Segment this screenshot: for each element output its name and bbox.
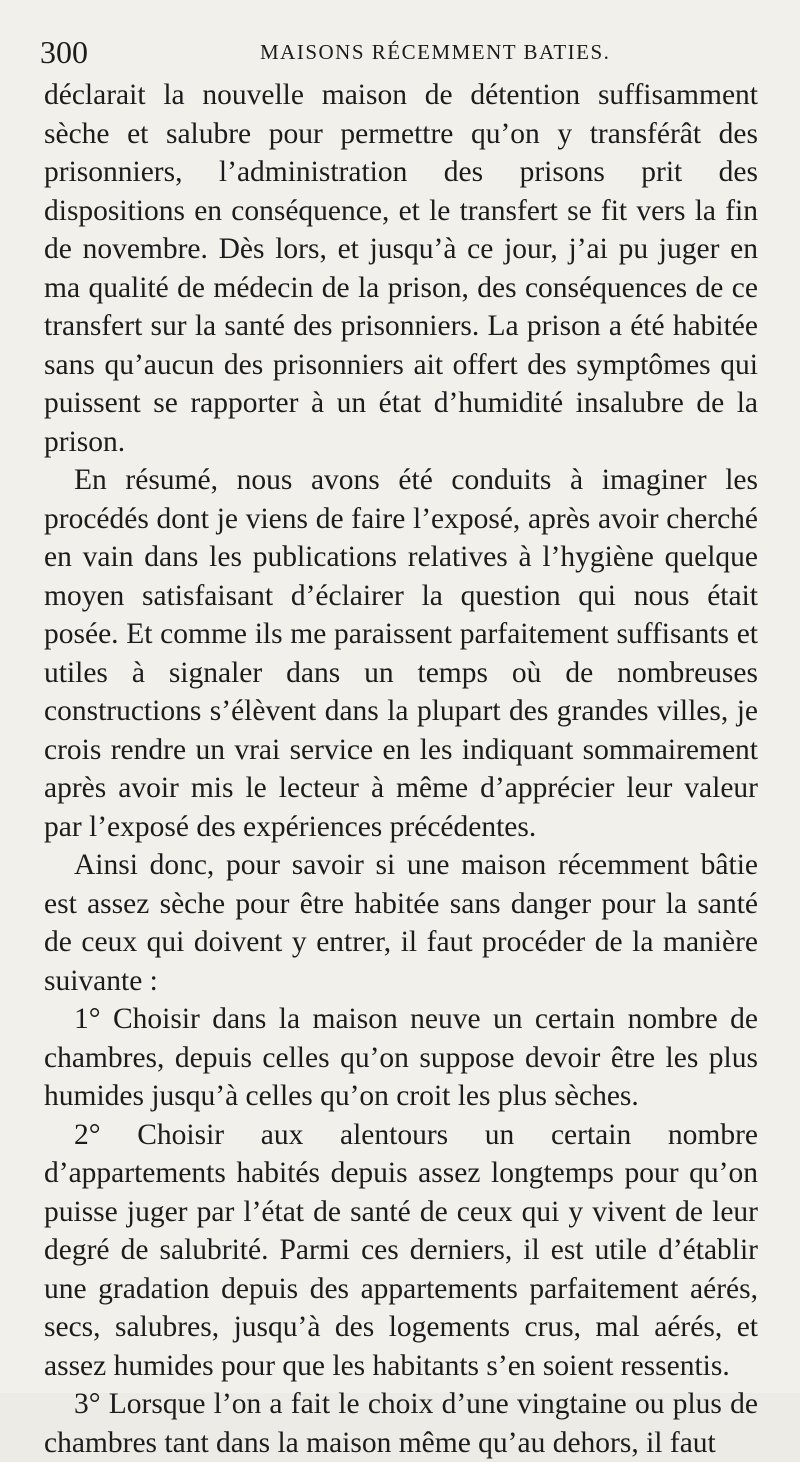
paragraph-step-1: 1° Choisir dans la maison neuve un certain nombre de chambres, depuis celles qu’on suppose devoir être les plus humides jusqu’à celles qu’on croit les plus sèches. — [44, 1003, 758, 1112]
paragraph-continuation: déclarait la nouvelle maison de détention suffisamment sèche et salubre pour permettre qu’on y transférât des prisonniers, l’administration des prisons prit des dispositions en conséquence, et le transfert se fit vers la fin de novembre. Dès lors, et jusqu’à ce jour, j’ai pu juger en ma qualité de médecin de la prison, des conséquences de ce transfert sur la santé des prisonniers. La prison a été habitée sans qu’aucun des prisonniers ait offert des symptômes qui puissent se rapporter à un état d’humidité insalubre de la prison. — [44, 79, 758, 458]
paragraph-summary: En résumé, nous avons été conduits à imaginer les procédés dont je viens de faire l’exposé, après avoir cherché en vain dans les publications relatives à l’hygiène quelque moyen satisfaisant d’éclairer la question qui nous était posée. Et comme ils me paraissent parfaitement suffisants et utiles à signaler dans un temps où de nombreuses constructions s’élèvent dans la plupart des grandes villes, je crois rendre un vrai service en les indiquant sommairement après avoir mis le lecteur à même d’apprécier leur valeur par l’exposé des expériences précédentes. — [44, 464, 758, 843]
paragraph-step-2: 2° Choisir aux alentours un certain nombre d’appartements habités depuis assez longtemps pour qu’on puisse juger par l’état de santé de ceux qui y vivent de leur degré de salubrité. Parmi ces derniers, il est utile d’établir une gradation depuis des appartements parfaitement aérés, secs, salubres, jusqu’à des logements crus, mal aérés, et assez humides pour que les habitants s’en soient ressentis. — [44, 1118, 758, 1382]
body-text — [44, 76, 758, 1462]
page-number: 300 — [40, 34, 88, 70]
running-head: MAISONS RÉCEMMENT BATIES. — [260, 40, 611, 64]
page-header — [40, 30, 760, 74]
paragraph-procedure-intro: Ainsi donc, pour savoir si une maison récemment bâtie est assez sèche pour être habitée sans danger pour la santé de ceux qui doivent y entrer, il faut procéder de la manière suivante : — [44, 849, 758, 997]
paragraph-step-3: 3° Lorsque l’on a fait le choix d’une vingtaine ou plus de chambres tant dans la maison même qu’au dehors, il faut — [44, 1388, 758, 1459]
